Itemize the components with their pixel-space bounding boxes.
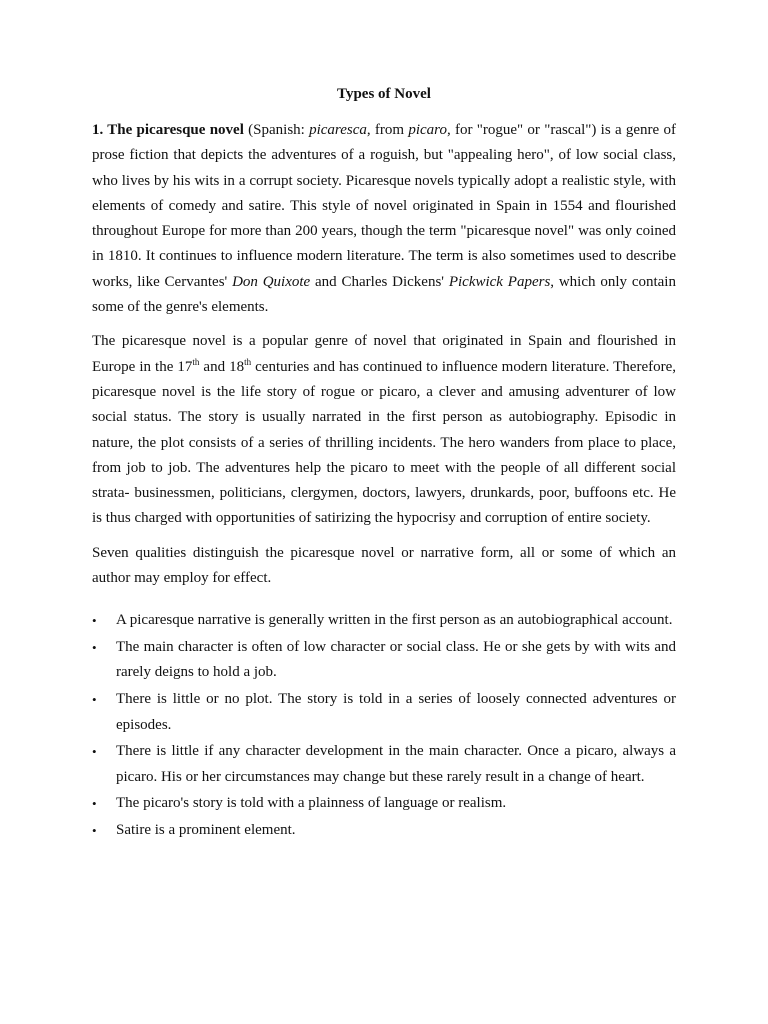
bullet-icon: • (92, 613, 97, 629)
section-heading: 1. The picaresque novel (92, 122, 244, 138)
qualities-list (92, 608, 676, 843)
bullet-icon: • (92, 823, 97, 839)
text-run: , from (366, 122, 409, 138)
paragraph-seven-qualities: Seven qualities distinguish the picaresque novel or narrative form, all or some of which an author may employ for effect. (92, 544, 676, 587)
bullet-icon: • (92, 640, 97, 656)
superscript: th (244, 356, 252, 367)
text-run: and Charles Dickens' (310, 273, 449, 290)
list-item-text: There is little or no plot. The story is told in a series of loosely connected adventures or episodes. (116, 691, 676, 733)
italic-term: picaresca (309, 122, 367, 138)
list-item-text: The picaro's story is told with a plainness of language or realism. (116, 795, 507, 812)
paragraph-picaresque-definition (92, 118, 676, 320)
text-run: , which only contain some of the genre's elements. (92, 273, 676, 316)
text-run: centuries and has continued to influence modern literature. Therefore, picaresque novel is the life story of rogue or picaro, a clever and amusing adventurer of low social status. The story is usually narrated in the first person as autobiography. Episodic in nature, the plot consists of a series of thrilling incidents. The hero wanders from place to place, from job to job. The adventures help the picaro to meet with the people of all different social strata- businessmen, politicians, clergymen, doctors, lawyers, drunkards, poor, buffoons etc. He is thus charged with opportunities of satirizing the hypocrisy and corruption of entire society. (92, 358, 676, 527)
italic-term: picaro (408, 122, 447, 138)
list-item (92, 608, 676, 633)
page-title: Types of Novel (337, 86, 431, 102)
bullet-icon: • (92, 692, 97, 708)
superscript: th (192, 356, 200, 367)
italic-title: Pickwick Papers (448, 273, 551, 290)
list-item (92, 818, 676, 843)
text-run: (Spanish: (243, 122, 310, 138)
list-item-text: Satire is a prominent element. (116, 822, 296, 839)
text-run: , for "rogue" or "rascal") is a genre of prose fiction that depicts the adventures of a roguish, but "appealing hero", of low social class, who lives by his wits in a corrupt society. Picaresque novels typically adopt a realistic style, with elements of comedy and satire. This style of novel originated in Spain in 1554 and flourished throughout Europe for more than 200 years, though the term "picaresque novel" was only coined in 1810. It continues to influence modern literature. The term is also sometimes used to describe works, like Cervantes' (92, 122, 676, 290)
text-run: and 18 (199, 358, 245, 375)
list-item (92, 635, 676, 686)
text-run: The picaresque novel is a popular genre of novel that originated in Spain and flourished in Europe in the 17 (92, 333, 676, 375)
list-item-text: A picaresque narrative is generally written in the first person as an autobiographical account. (116, 612, 673, 629)
bullet-icon: • (92, 744, 97, 760)
italic-title: Don Quixote (232, 273, 311, 290)
list-item (92, 687, 676, 738)
list-item-text: The main character is often of low character or social class. He or she gets by with wits and rarely deigns to hold a job. (116, 639, 676, 681)
list-item (92, 791, 676, 816)
list-item (92, 739, 676, 790)
list-item-text: There is little if any character development in the main character. Once a picaro, always a picaro. His or her circumstances may change but these rarely result in a change of heart. (116, 743, 676, 785)
paragraph-picaresque-history (92, 329, 676, 531)
bullet-icon: • (92, 796, 97, 812)
